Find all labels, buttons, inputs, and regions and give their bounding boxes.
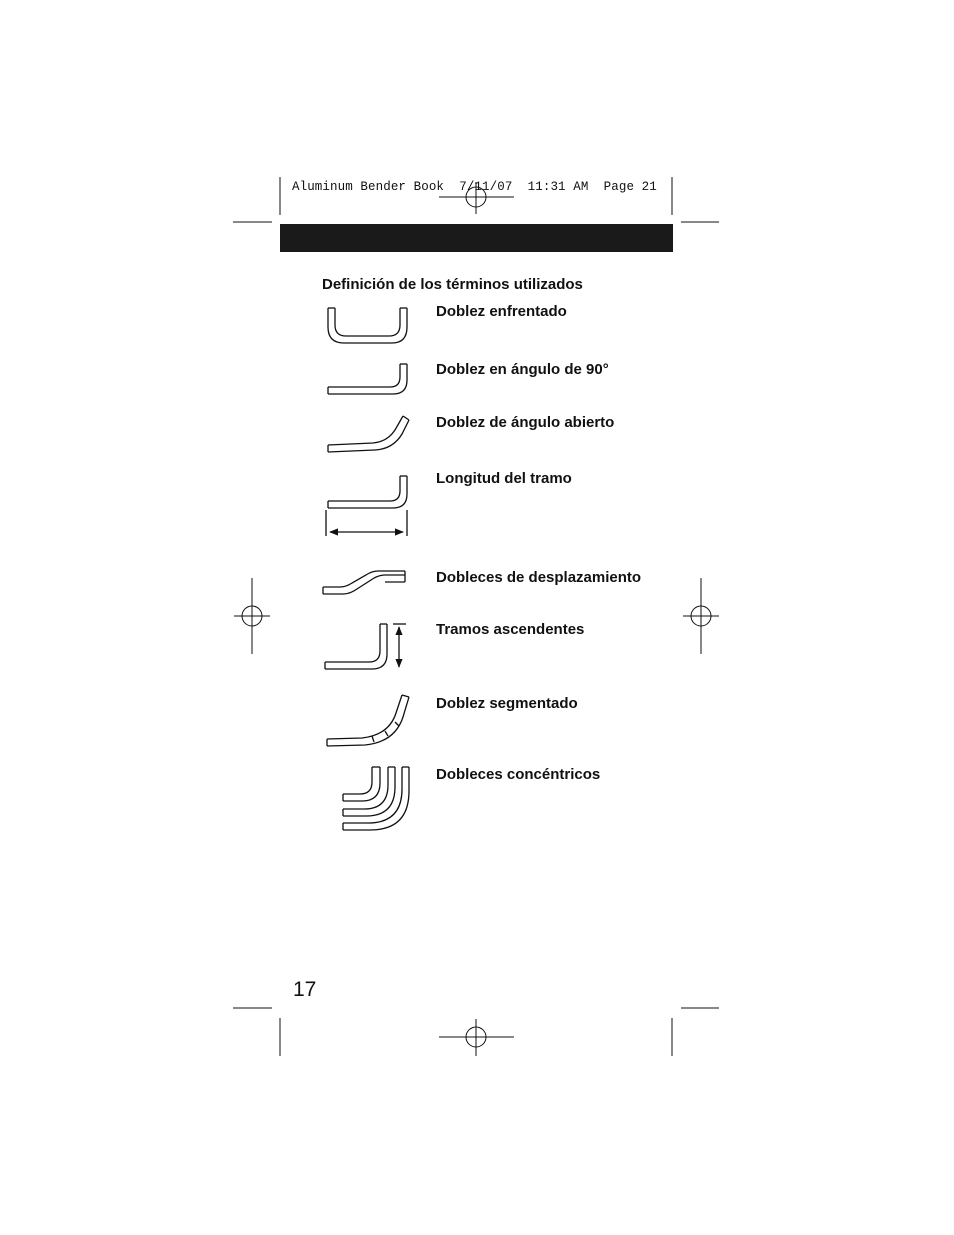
open-angle-bend-figure <box>328 416 409 452</box>
back-to-back-bend-figure <box>328 308 407 343</box>
term-label: Doblez enfrentado <box>436 303 567 320</box>
section-title: Definición de los términos utilizados <box>322 276 583 293</box>
offset-bend-figure <box>323 571 405 594</box>
concentric-bends-figure <box>343 767 409 830</box>
term-label: Tramos ascendentes <box>436 621 585 638</box>
ninety-degree-bend-figure <box>328 364 407 394</box>
rise-figure <box>325 624 406 669</box>
term-label: Doblez de ángulo abierto <box>436 414 615 431</box>
term-label: Longitud del tramo <box>436 470 572 487</box>
term-label: Dobleces concéntricos <box>436 766 601 783</box>
term-label: Dobleces de desplazamiento <box>436 569 642 586</box>
page-number: 17 <box>293 978 317 1001</box>
term-label: Doblez en ángulo de 90° <box>436 361 609 378</box>
segmented-bend-figure <box>327 695 409 746</box>
term-label: Doblez segmentado <box>436 695 578 712</box>
print-slug: Aluminum Bender Book 7/11/07 11:31 AM Page 21 <box>292 180 657 194</box>
stub-length-figure <box>326 476 407 536</box>
